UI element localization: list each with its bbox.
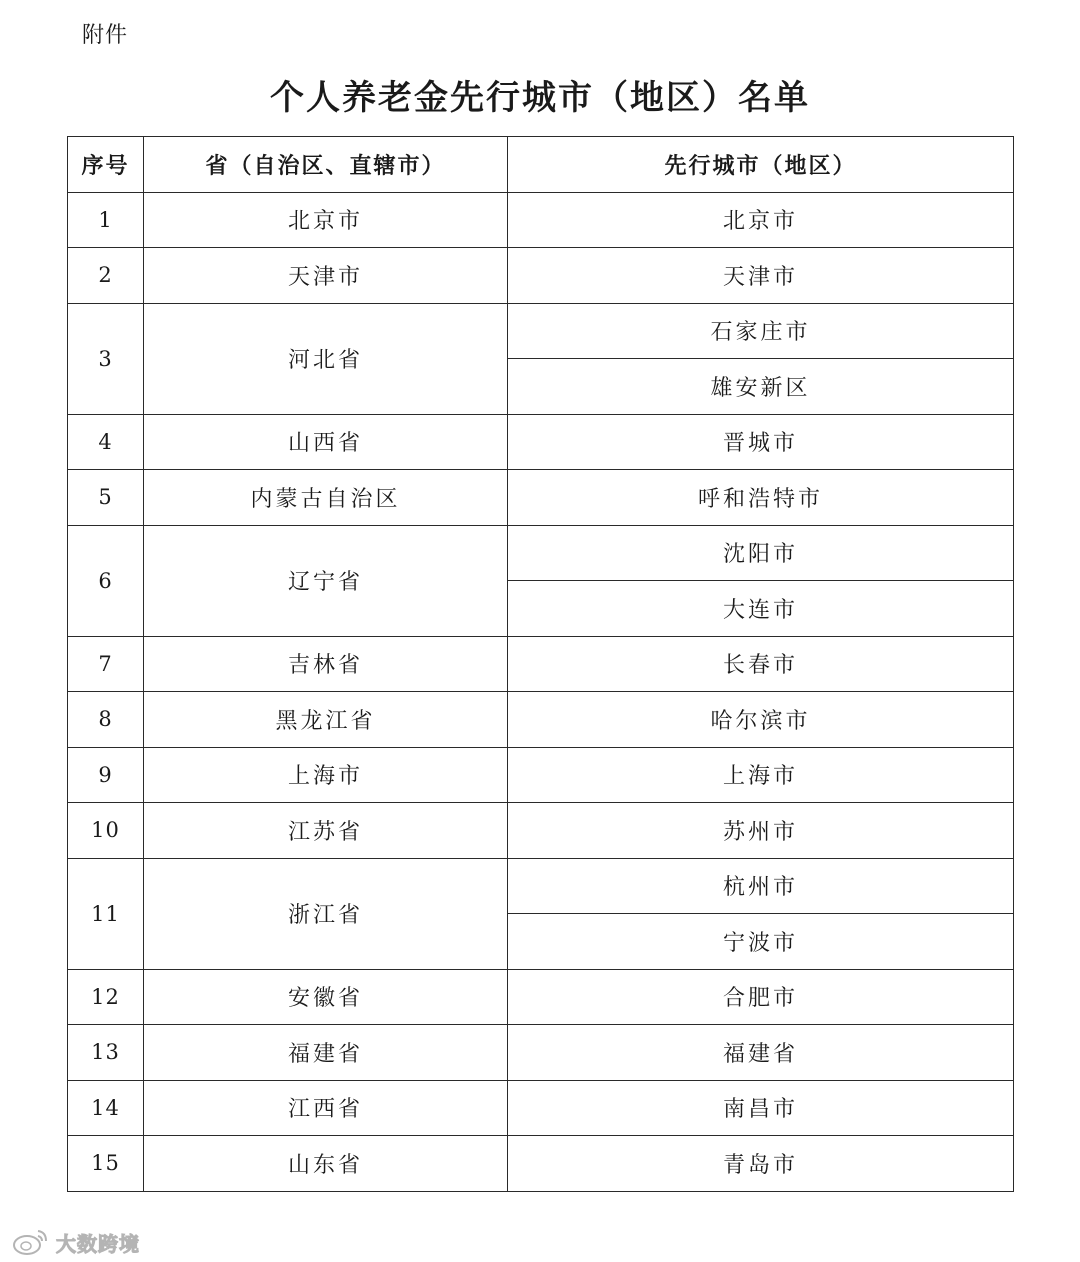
province-cell: 江西省	[144, 1080, 508, 1136]
row-number: 3	[68, 303, 144, 414]
pilot-city-cell: 南昌市	[508, 1080, 1014, 1136]
row-number: 13	[68, 1025, 144, 1081]
pilot-city-cell: 沈阳市	[508, 525, 1014, 581]
province-cell: 安徽省	[144, 969, 508, 1025]
pilot-city-cell: 晋城市	[508, 414, 1014, 470]
province-cell: 山西省	[144, 414, 508, 470]
row-number: 5	[68, 470, 144, 526]
province-cell: 辽宁省	[144, 525, 508, 636]
attachment-label: 附件	[82, 23, 129, 48]
header-number: 序号	[68, 137, 144, 193]
table-row	[68, 636, 1014, 692]
province-cell: 福建省	[144, 1025, 508, 1081]
province-cell: 北京市	[144, 192, 508, 248]
row-number: 11	[68, 858, 144, 969]
pilot-city-cell: 北京市	[508, 192, 1014, 248]
row-number: 2	[68, 248, 144, 304]
pilot-city-cell: 杭州市	[508, 858, 1014, 914]
pilot-city-cell: 宁波市	[508, 914, 1014, 970]
table-row	[68, 470, 1014, 526]
pilot-city-cell: 雄安新区	[508, 359, 1014, 415]
table-row	[68, 803, 1014, 859]
province-cell: 山东省	[144, 1136, 508, 1192]
province-cell: 河北省	[144, 303, 508, 414]
pilot-city-cell: 上海市	[508, 747, 1014, 803]
table-header-row	[68, 137, 1014, 193]
province-cell: 浙江省	[144, 858, 508, 969]
row-number: 7	[68, 636, 144, 692]
pilot-city-cell: 大连市	[508, 581, 1014, 637]
province-cell: 吉林省	[144, 636, 508, 692]
row-number: 15	[68, 1136, 144, 1192]
pilot-city-cell: 哈尔滨市	[508, 692, 1014, 748]
row-number: 8	[68, 692, 144, 748]
watermark	[10, 1226, 140, 1258]
pilot-city-cell: 苏州市	[508, 803, 1014, 859]
table-row	[68, 1136, 1014, 1192]
pilot-city-cell: 福建省	[508, 1025, 1014, 1081]
document-title: 个人养老金先行城市（地区）名单	[270, 78, 810, 118]
pilot-city-cell: 青岛市	[508, 1136, 1014, 1192]
pilot-city-cell: 天津市	[508, 248, 1014, 304]
row-number: 10	[68, 803, 144, 859]
pilot-city-cell: 长春市	[508, 636, 1014, 692]
watermark-text: 大数跨境	[56, 1231, 140, 1256]
province-cell: 内蒙古自治区	[144, 470, 508, 526]
row-number: 9	[68, 747, 144, 803]
row-number: 1	[68, 192, 144, 248]
weibo-logo-icon	[10, 1227, 50, 1257]
table-row	[68, 303, 1014, 359]
table-row	[68, 248, 1014, 304]
province-cell: 江苏省	[144, 803, 508, 859]
table-row	[68, 414, 1014, 470]
pilot-city-cell: 呼和浩特市	[508, 470, 1014, 526]
province-cell: 黑龙江省	[144, 692, 508, 748]
row-number: 6	[68, 525, 144, 636]
row-number: 12	[68, 969, 144, 1025]
row-number: 14	[68, 1080, 144, 1136]
pilot-city-cell: 石家庄市	[508, 303, 1014, 359]
table-row	[68, 1080, 1014, 1136]
table-row	[68, 858, 1014, 914]
header-pilot-city: 先行城市（地区）	[508, 137, 1014, 193]
table-row	[68, 1025, 1014, 1081]
row-number: 4	[68, 414, 144, 470]
table-row	[68, 692, 1014, 748]
pilot-city-cell: 合肥市	[508, 969, 1014, 1025]
header-province: 省（自治区、直辖市）	[144, 137, 508, 193]
table-row	[68, 525, 1014, 581]
table-row	[68, 969, 1014, 1025]
table-row	[68, 747, 1014, 803]
province-cell: 天津市	[144, 248, 508, 304]
table-body	[68, 192, 1014, 1191]
province-cell: 上海市	[144, 747, 508, 803]
pilot-cities-table	[67, 136, 1014, 1192]
table-row	[68, 192, 1014, 248]
